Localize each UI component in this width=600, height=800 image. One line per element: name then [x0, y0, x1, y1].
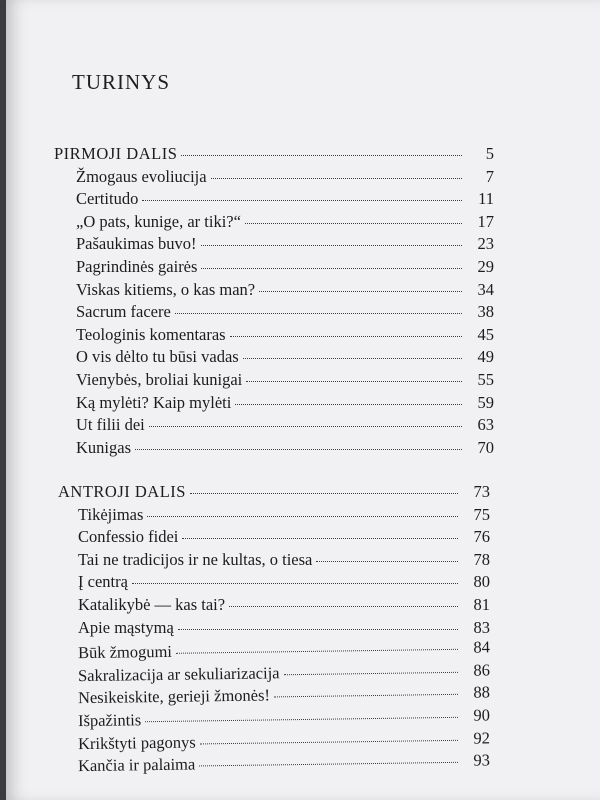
toc-page-number: 76	[473, 527, 490, 547]
toc-entry-label: Tikėjimas	[78, 504, 144, 524]
toc-entry-label: Kančia ir palaima	[77, 754, 196, 776]
toc-entry-label: Katalikybė — kas tai?	[78, 594, 226, 614]
dot-leader	[201, 245, 462, 246]
toc-entry-label: Į centrą	[78, 572, 128, 592]
toc-heading-label: PIRMOJI DALIS	[54, 144, 178, 163]
toc-section-part-two	[6, 482, 600, 776]
toc-page-number: 70	[477, 437, 494, 457]
toc-heading-label: ANTROJI DALIS	[58, 482, 186, 501]
page-title: TURINYS	[72, 70, 171, 94]
toc-entry	[6, 212, 600, 235]
toc-entry	[6, 505, 600, 528]
dot-leader	[201, 268, 462, 269]
toc-entry-label: Vienybės, broliai kunigai	[76, 369, 243, 389]
toc-entry-label: Išpažintis	[77, 710, 142, 731]
toc-entry-label: Ką mylėti? Kaip mylėti	[76, 392, 232, 412]
dot-leader	[199, 762, 458, 767]
toc-page-number: 38	[477, 302, 494, 322]
dot-leader	[149, 426, 462, 427]
dot-leader	[245, 223, 462, 224]
toc-entry-label: Sakralizacija ar sekuliarizacija	[77, 663, 280, 685]
toc-entry	[6, 393, 600, 416]
toc-page-number: 23	[477, 234, 494, 254]
dot-leader	[211, 178, 462, 179]
dot-leader	[230, 336, 462, 337]
toc-page-number: 34	[477, 279, 494, 299]
dot-leader	[190, 493, 458, 494]
toc-entry-label: Kunigas	[76, 437, 131, 457]
toc-entry-label: Confessio fidei	[78, 527, 179, 547]
toc-section-heading	[6, 482, 600, 505]
dot-leader	[182, 538, 458, 539]
toc-page-number: 78	[473, 549, 490, 569]
dot-leader	[145, 717, 458, 722]
toc-page-number: 75	[473, 504, 490, 524]
dot-leader	[235, 404, 462, 405]
toc-page-number: 80	[473, 572, 490, 592]
toc-entry	[6, 347, 600, 370]
toc-entry	[6, 280, 600, 303]
toc-entry-label: Certitudo	[76, 189, 139, 209]
dot-leader	[243, 358, 462, 359]
dot-leader	[316, 561, 458, 562]
dot-leader	[274, 694, 458, 698]
dot-leader	[259, 291, 462, 292]
toc-page-number: 81	[473, 594, 490, 614]
toc-entry-label: Tai ne tradicijos ir ne kultas, o tiesa	[78, 549, 313, 569]
toc-page-number: 90	[473, 705, 491, 725]
dot-leader	[142, 200, 462, 201]
toc-entry	[6, 572, 600, 595]
dot-leader	[175, 313, 462, 314]
dot-leader	[135, 449, 462, 450]
toc-page-number: 73	[473, 482, 490, 501]
toc-entry	[6, 257, 600, 280]
toc-page-number: 55	[477, 369, 494, 389]
toc-entry	[6, 415, 600, 438]
toc-page-number: 29	[477, 256, 494, 276]
toc-entry-label: Sacrum facere	[76, 302, 171, 322]
toc-page-number: 88	[473, 682, 491, 702]
toc-entry	[6, 167, 600, 190]
toc-entry-label: Pašaukimas buvo!	[76, 234, 197, 254]
toc-section-part-one	[6, 144, 600, 460]
toc-entry-label: Teologinis komentaras	[76, 324, 226, 344]
dot-leader	[229, 606, 458, 607]
toc-entry	[6, 325, 600, 348]
toc-page-number: 93	[473, 750, 491, 770]
toc-page-number: 83	[473, 617, 490, 637]
toc-entry-label: O vis dėlto tu būsi vadas	[76, 347, 239, 367]
toc-page-number: 5	[485, 144, 494, 163]
dot-leader	[147, 516, 458, 517]
toc-page-number: 7	[485, 166, 494, 186]
toc-entry-label: Ut filii dei	[76, 415, 145, 435]
dot-leader	[176, 649, 458, 654]
dot-leader	[181, 155, 462, 156]
toc-page-number: 63	[477, 415, 494, 435]
toc-entry	[6, 370, 600, 393]
toc-entry	[6, 189, 600, 212]
toc-entry-label: Krikštyti pagonys	[77, 732, 196, 753]
toc-entry-label: „O pats, kunige, ar tiki?“	[76, 211, 241, 231]
toc-entry-label: Pagrindinės gairės	[76, 256, 198, 276]
toc-page-number: 59	[477, 392, 494, 412]
toc-entry	[6, 527, 600, 550]
dot-leader	[200, 739, 458, 744]
toc-entry	[6, 438, 600, 461]
toc-page-number: 11	[478, 189, 494, 209]
toc-entry	[6, 595, 600, 618]
toc-entry-label: Nesikeiskite, gerieji žmonės!	[77, 685, 271, 708]
dot-leader	[178, 629, 458, 630]
toc-page-number: 92	[473, 727, 491, 748]
toc-entry	[6, 234, 600, 257]
dot-leader	[284, 672, 458, 675]
dot-leader	[246, 381, 462, 382]
toc-entry-label: Būk žmogumi	[77, 641, 173, 663]
toc-entry	[6, 302, 600, 325]
toc-entry-label: Viskas kitiems, o kas man?	[76, 279, 256, 299]
toc-entry-label: Žmogaus evoliucija	[76, 166, 207, 186]
toc-section-heading	[6, 144, 600, 167]
toc-page-number: 49	[477, 347, 494, 367]
toc-page-number: 17	[477, 211, 494, 231]
toc-page-number: 86	[473, 660, 491, 680]
book-page	[6, 0, 600, 800]
toc-entry-label: Apie mąstymą	[78, 617, 174, 637]
toc-page-number: 45	[477, 324, 494, 344]
toc-page-number: 84	[473, 637, 491, 657]
toc-entry	[6, 550, 600, 573]
dot-leader	[132, 583, 458, 584]
